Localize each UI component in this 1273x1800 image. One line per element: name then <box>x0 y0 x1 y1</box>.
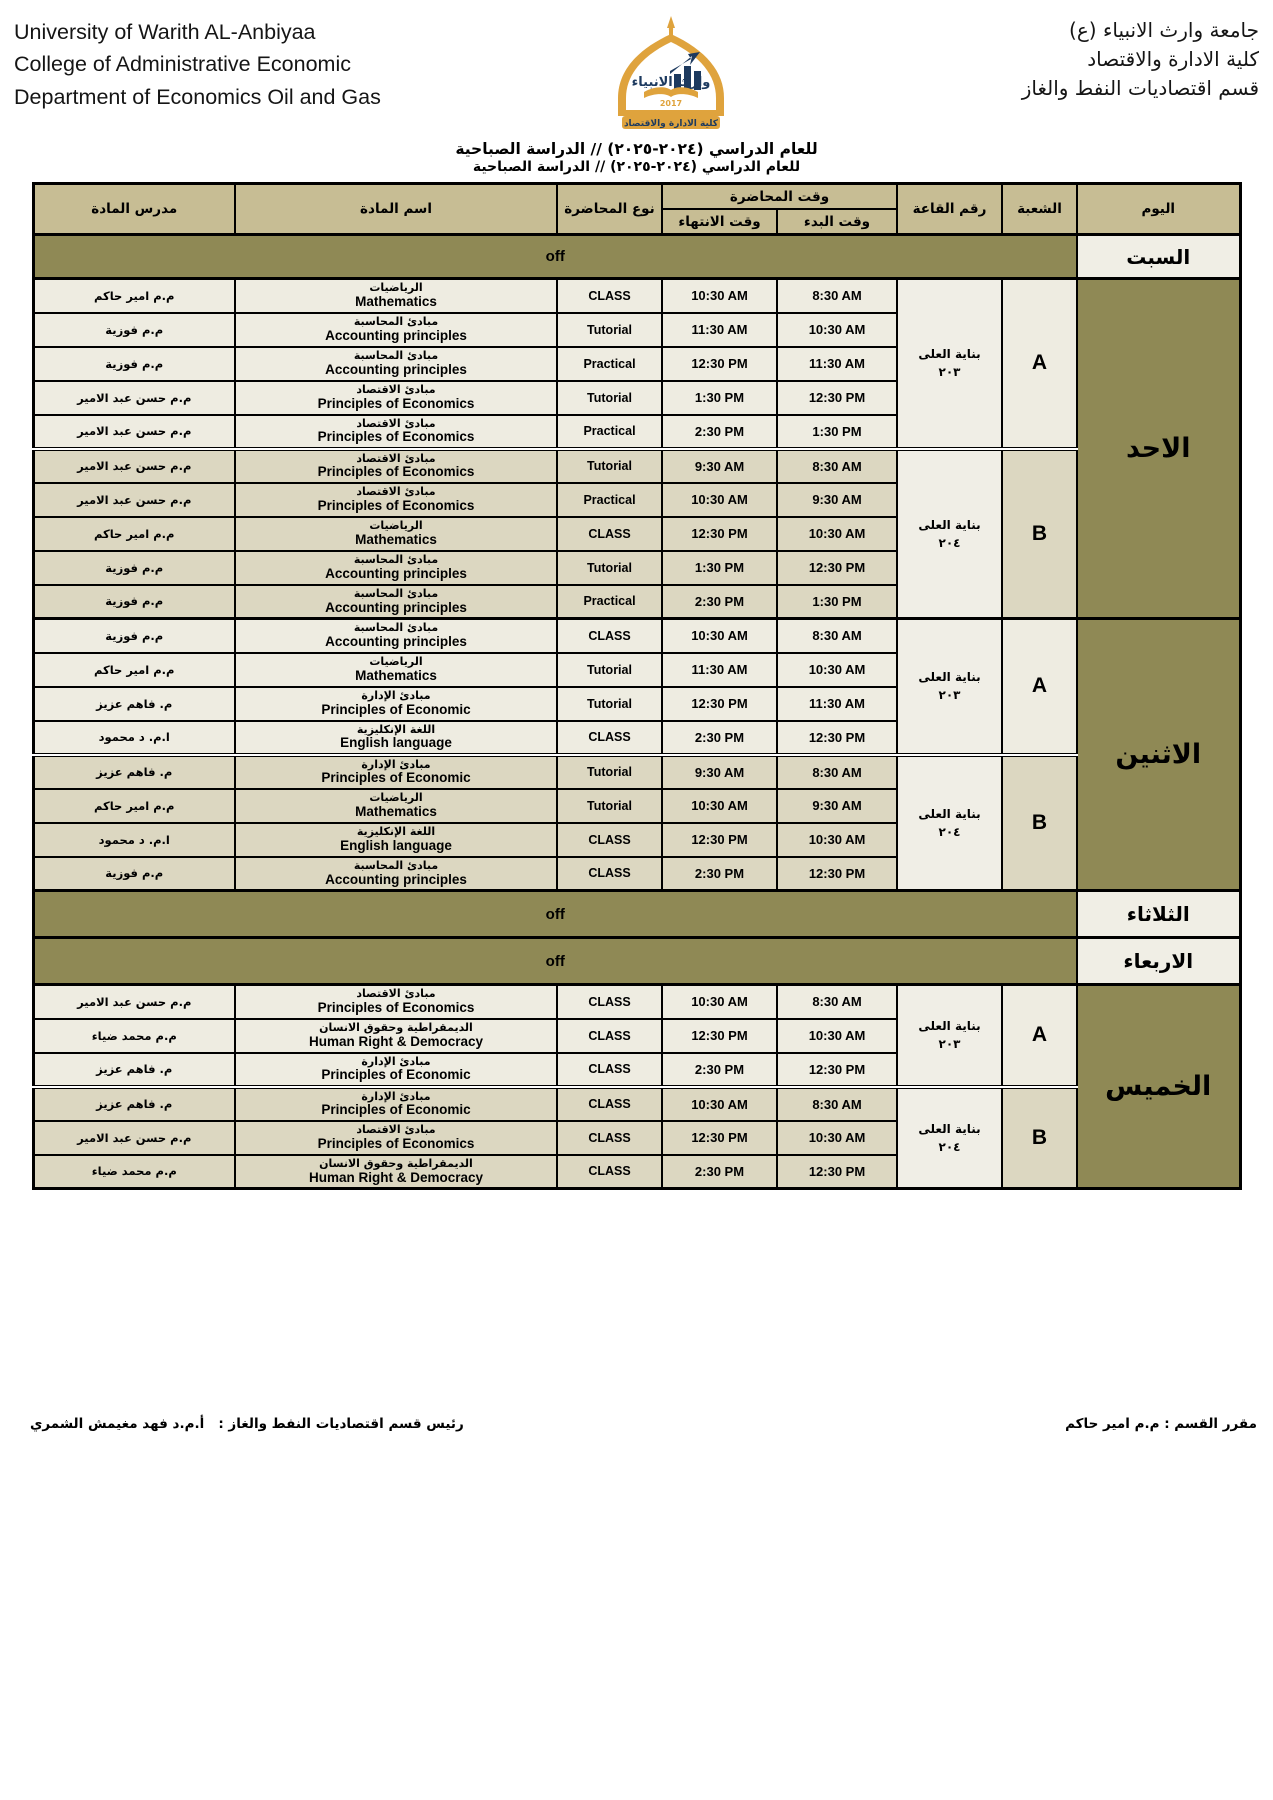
start-time-cell: 8:30 AM <box>777 279 897 313</box>
teacher-cell: م.م حسن عبد الامير <box>33 483 235 517</box>
teacher-cell: م. فاهم عزيز <box>33 1087 235 1121</box>
room-cell-thursday-a <box>897 985 1002 1087</box>
room-building: بناية العلى <box>918 517 981 532</box>
subject-cell <box>235 517 557 551</box>
room-cell-monday-b <box>897 755 1002 891</box>
end-time-cell: 9:30 AM <box>662 755 777 789</box>
type-cell: CLASS <box>557 517 662 551</box>
end-time-cell: 10:30 AM <box>662 985 777 1019</box>
subject-en: Principles of Economics <box>317 395 475 411</box>
room-building: بناية العلى <box>918 806 981 821</box>
day-row-wednesday <box>33 938 1240 985</box>
start-time-cell: 12:30 PM <box>777 1155 897 1189</box>
day-row-tuesday <box>33 891 1240 938</box>
start-time-cell: 9:30 AM <box>777 789 897 823</box>
section-cell-monday-b: B <box>1002 755 1077 891</box>
university-logo-emblem <box>596 16 746 132</box>
start-time-cell: 10:30 AM <box>777 1121 897 1155</box>
schedule-title-line1: للعام الدراسي (٢٠٢٤-٢٠٢٥) // الدراسة الصباحية <box>455 140 818 158</box>
end-time-cell: 12:30 PM <box>662 1019 777 1053</box>
teacher-cell: م.م محمد ضياء <box>33 1155 235 1189</box>
subject-en: Principles of Economic <box>321 701 471 717</box>
header-subject: اسم المادة <box>235 184 557 235</box>
type-cell: CLASS <box>557 619 662 653</box>
teacher-cell: م.م امير حاكم <box>33 279 235 313</box>
subject-ar: مبادئ الاقتصاد <box>356 416 436 430</box>
department-name-en: Department of Economics Oil and Gas <box>14 84 381 109</box>
teacher-cell: م.م فوزية <box>33 313 235 347</box>
end-time-cell: 9:30 AM <box>662 449 777 483</box>
subject-ar: مبادئ الاقتصاد <box>356 451 436 465</box>
day-cell-tuesday: الثلاثاء <box>1077 891 1240 938</box>
start-time-cell: 10:30 AM <box>777 1019 897 1053</box>
type-cell: CLASS <box>557 823 662 857</box>
teacher-cell: م.م حسن عبد الامير <box>33 985 235 1019</box>
room-number: ٢٠٤ <box>938 824 961 839</box>
subject-cell <box>235 279 557 313</box>
table-row <box>33 985 1240 1019</box>
type-cell: Tutorial <box>557 313 662 347</box>
section-cell-thursday-a: A <box>1002 985 1077 1087</box>
header-time-group: وقت المحاضرة <box>662 184 897 210</box>
subject-ar: الرياضيات <box>369 281 423 295</box>
type-cell: Tutorial <box>557 789 662 823</box>
subject-cell <box>235 347 557 381</box>
end-time-cell: 10:30 AM <box>662 279 777 313</box>
subject-en: Accounting principles <box>325 361 467 377</box>
subject-en: Mathematics <box>355 667 437 683</box>
subject-cell <box>235 857 557 891</box>
end-time-cell: 1:30 PM <box>662 381 777 415</box>
teacher-cell: م.م فوزية <box>33 551 235 585</box>
type-cell: Tutorial <box>557 653 662 687</box>
subject-cell <box>235 551 557 585</box>
start-time-cell: 8:30 AM <box>777 755 897 789</box>
room-number: ٢٠٣ <box>938 365 961 380</box>
table-row <box>33 1087 1240 1121</box>
room-building: بناية العلى <box>918 670 981 685</box>
start-time-cell: 11:30 AM <box>777 687 897 721</box>
table-row <box>33 279 1240 313</box>
type-cell: Practical <box>557 483 662 517</box>
subject-ar: الديمقراطية وحقوق الانسان <box>319 1156 473 1170</box>
college-name-ar: كلية الادارة والاقتصاد <box>1087 47 1259 71</box>
day-cell-thursday: الخميس <box>1077 985 1240 1189</box>
type-cell: Tutorial <box>557 381 662 415</box>
college-name-en: College of Administrative Economic <box>14 52 351 77</box>
type-cell: CLASS <box>557 279 662 313</box>
end-time-cell: 1:30 PM <box>662 551 777 585</box>
end-time-cell: 11:30 AM <box>662 653 777 687</box>
subject-en: Accounting principles <box>325 599 467 615</box>
end-time-cell: 10:30 AM <box>662 619 777 653</box>
subject-en: Accounting principles <box>325 565 467 581</box>
start-time-cell: 12:30 PM <box>777 381 897 415</box>
start-time-cell: 8:30 AM <box>777 1087 897 1121</box>
end-time-cell: 2:30 PM <box>662 1155 777 1189</box>
subject-ar: مبادئ الإدارة <box>361 757 431 771</box>
end-time-cell: 2:30 PM <box>662 857 777 891</box>
teacher-cell: م. فاهم عزيز <box>33 687 235 721</box>
subject-cell <box>235 653 557 687</box>
room-cell-sunday-b <box>897 449 1002 619</box>
teacher-cell: م.م فوزية <box>33 619 235 653</box>
type-cell: CLASS <box>557 1019 662 1053</box>
teacher-cell: ا.م. د محمود <box>33 823 235 857</box>
room-cell-sunday-a <box>897 279 1002 449</box>
type-cell: CLASS <box>557 721 662 755</box>
start-time-cell: 10:30 AM <box>777 823 897 857</box>
end-time-cell: 10:30 AM <box>662 1087 777 1121</box>
header-row-1 <box>33 184 1240 210</box>
subject-cell <box>235 721 557 755</box>
type-cell: Practical <box>557 347 662 381</box>
type-cell: Tutorial <box>557 449 662 483</box>
subject-en: Accounting principles <box>325 871 467 887</box>
subject-ar: الرياضيات <box>369 655 423 669</box>
subject-cell <box>235 449 557 483</box>
subject-cell <box>235 483 557 517</box>
room-building: بناية العلى <box>918 347 981 362</box>
type-cell: Tutorial <box>557 755 662 789</box>
start-time-cell: 1:30 PM <box>777 585 897 619</box>
signature-row <box>0 1416 1273 1432</box>
section-cell-sunday-a: A <box>1002 279 1077 449</box>
teacher-cell: م.م امير حاكم <box>33 517 235 551</box>
room-cell-thursday-b <box>897 1087 1002 1189</box>
off-cell-tuesday: off <box>33 891 1077 938</box>
section-cell-monday-a: A <box>1002 619 1077 755</box>
type-cell: Tutorial <box>557 687 662 721</box>
department-head-signature: رئيس قسم اقتصاديات النفط والغاز : أ.م.د فهد مغيمش الشمري <box>30 1416 464 1432</box>
end-time-cell: 11:30 AM <box>662 313 777 347</box>
subject-cell <box>235 755 557 789</box>
type-cell: CLASS <box>557 1053 662 1087</box>
room-cell-monday-a <box>897 619 1002 755</box>
subject-cell <box>235 1155 557 1189</box>
subject-en: Principles of Economics <box>317 429 475 445</box>
off-cell-wednesday: off <box>33 938 1077 985</box>
logo-year-text: 2017 <box>660 99 683 108</box>
end-time-cell: 2:30 PM <box>662 585 777 619</box>
start-time-cell: 12:30 PM <box>777 721 897 755</box>
header-start-time: وقت البدء <box>777 209 897 235</box>
subject-cell <box>235 789 557 823</box>
day-cell-saturday: السبت <box>1077 235 1240 279</box>
table-row <box>33 755 1240 789</box>
university-name-ar: جامعة وارث الانبياء (ع) <box>1069 18 1259 42</box>
subject-ar: مبادئ المحاسبة <box>353 586 439 600</box>
subject-ar: مبادئ الإدارة <box>361 1054 431 1068</box>
type-cell: CLASS <box>557 1121 662 1155</box>
end-time-cell: 2:30 PM <box>662 1053 777 1087</box>
subject-cell <box>235 415 557 449</box>
subject-ar: الديمقراطية وحقوق الانسان <box>319 1021 473 1035</box>
type-cell: Practical <box>557 415 662 449</box>
start-time-cell: 10:30 AM <box>777 653 897 687</box>
subject-en: Human Right & Democracy <box>308 1033 484 1049</box>
subject-ar: مبادئ المحاسبة <box>353 858 439 872</box>
subject-ar: مبادئ المحاسبة <box>353 621 439 635</box>
subject-en: English language <box>340 735 452 751</box>
subject-ar: اللغة الإنكليزية <box>356 825 436 839</box>
header-end-time: وقت الانتهاء <box>662 209 777 235</box>
subject-en: Accounting principles <box>325 634 467 650</box>
room-building: بناية العلى <box>918 1019 981 1034</box>
header-section: الشعبة <box>1002 184 1077 235</box>
subject-ar: مبادئ المحاسبة <box>353 553 439 567</box>
subject-en: English language <box>340 837 452 853</box>
timetable <box>32 182 1242 1190</box>
subject-cell <box>235 687 557 721</box>
teacher-cell: م.م حسن عبد الامير <box>33 415 235 449</box>
teacher-cell: م.م حسن عبد الامير <box>33 381 235 415</box>
subject-cell <box>235 1087 557 1121</box>
room-number: ٢٠٤ <box>938 535 961 550</box>
table-row <box>33 449 1240 483</box>
subject-cell <box>235 585 557 619</box>
teacher-cell: م. فاهم عزيز <box>33 1053 235 1087</box>
room-number: ٢٠٣ <box>938 1037 961 1052</box>
subject-en: Mathematics <box>355 294 437 310</box>
start-time-cell: 8:30 AM <box>777 985 897 1019</box>
subject-cell <box>235 619 557 653</box>
subject-ar: الرياضيات <box>369 519 423 533</box>
start-time-cell: 8:30 AM <box>777 449 897 483</box>
teacher-cell: م.م فوزية <box>33 347 235 381</box>
start-time-cell: 10:30 AM <box>777 313 897 347</box>
department-coordinator-signature: مقرر القسم : م.م امير حاكم <box>1065 1416 1257 1432</box>
teacher-cell: م.م فوزية <box>33 857 235 891</box>
type-cell: CLASS <box>557 1155 662 1189</box>
subject-ar: مبادئ الاقتصاد <box>356 987 436 1001</box>
subject-en: Human Right & Democracy <box>308 1169 484 1185</box>
teacher-cell: م. فاهم عزيز <box>33 755 235 789</box>
day-cell-wednesday: الاربعاء <box>1077 938 1240 985</box>
header-teacher: مدرس المادة <box>33 184 235 235</box>
institution-en-block <box>14 16 381 113</box>
start-time-cell: 12:30 PM <box>777 857 897 891</box>
department-name-ar: قسم اقتصاديات النفط والغاز <box>1021 76 1259 100</box>
subject-ar: مبادئ الإدارة <box>361 1089 431 1103</box>
subject-ar: الرياضيات <box>369 791 423 805</box>
day-cell-sunday: الاحد <box>1077 279 1240 619</box>
subject-cell <box>235 1121 557 1155</box>
subject-ar: مبادئ المحاسبة <box>353 349 439 363</box>
section-cell-thursday-b: B <box>1002 1087 1077 1189</box>
day-cell-monday: الاثنين <box>1077 619 1240 891</box>
subject-ar: مبادئ الإدارة <box>361 689 431 703</box>
subject-en: Principles of Economics <box>317 497 475 513</box>
start-time-cell: 12:30 PM <box>777 551 897 585</box>
subject-en: Principles of Economic <box>321 1102 471 1118</box>
type-cell: CLASS <box>557 857 662 891</box>
teacher-cell: ا.م. د محمود <box>33 721 235 755</box>
university-logo <box>586 16 756 132</box>
subject-en: Principles of Economics <box>317 1000 475 1016</box>
type-cell: Practical <box>557 585 662 619</box>
subject-en: Mathematics <box>355 803 437 819</box>
teacher-cell: م.م امير حاكم <box>33 789 235 823</box>
start-time-cell: 8:30 AM <box>777 619 897 653</box>
end-time-cell: 12:30 PM <box>662 687 777 721</box>
type-cell: Tutorial <box>557 551 662 585</box>
start-time-cell: 11:30 AM <box>777 347 897 381</box>
table-row <box>33 619 1240 653</box>
header-day: اليوم <box>1077 184 1240 235</box>
end-time-cell: 10:30 AM <box>662 483 777 517</box>
start-time-cell: 12:30 PM <box>777 1053 897 1087</box>
room-number: ٢٠٤ <box>938 1139 961 1154</box>
institution-ar-block <box>1022 16 1259 103</box>
subject-ar: مبادئ الاقتصاد <box>356 383 436 397</box>
end-time-cell: 12:30 PM <box>662 517 777 551</box>
room-building: بناية العلى <box>918 1121 981 1136</box>
logo-banner-text: كلية الادارة والاقتصاد <box>624 119 719 129</box>
subject-ar: مبادئ المحاسبة <box>353 315 439 329</box>
end-time-cell: 10:30 AM <box>662 789 777 823</box>
subject-cell <box>235 1053 557 1087</box>
subject-cell <box>235 823 557 857</box>
day-row-saturday <box>33 235 1240 279</box>
start-time-cell: 1:30 PM <box>777 415 897 449</box>
page-header <box>0 0 1273 132</box>
subject-en: Principles of Economics <box>317 1135 475 1151</box>
start-time-cell: 10:30 AM <box>777 517 897 551</box>
header-type: نوع المحاضرة <box>557 184 662 235</box>
subject-en: Principles of Economic <box>321 1067 471 1083</box>
end-time-cell: 2:30 PM <box>662 721 777 755</box>
subject-cell <box>235 1019 557 1053</box>
subject-ar: مبادئ الاقتصاد <box>356 485 436 499</box>
type-cell: CLASS <box>557 1087 662 1121</box>
subject-ar: اللغة الإنكليزية <box>356 722 436 736</box>
subject-cell <box>235 313 557 347</box>
end-time-cell: 2:30 PM <box>662 415 777 449</box>
logo-name-text: وارث الانبياء <box>631 75 711 90</box>
schedule-title <box>0 140 1273 175</box>
teacher-cell: م.م حسن عبد الامير <box>33 1121 235 1155</box>
end-time-cell: 12:30 PM <box>662 347 777 381</box>
subject-en: Mathematics <box>355 531 437 547</box>
start-time-cell: 9:30 AM <box>777 483 897 517</box>
subject-ar: مبادئ الاقتصاد <box>356 1123 436 1137</box>
subject-en: Principles of Economic <box>321 770 471 786</box>
subject-en: Principles of Economics <box>317 464 475 480</box>
subject-en: Accounting principles <box>325 327 467 343</box>
teacher-cell: م.م حسن عبد الامير <box>33 449 235 483</box>
section-cell-sunday-b: B <box>1002 449 1077 619</box>
teacher-cell: م.م امير حاكم <box>33 653 235 687</box>
schedule-title-line2: للعام الدراسي (٢٠٢٤-٢٠٢٥) // الدراسة الصباحية <box>472 159 801 175</box>
room-number: ٢٠٣ <box>938 688 961 703</box>
university-name-en: University of Warith AL-Anbiyaa <box>14 20 316 44</box>
type-cell: CLASS <box>557 985 662 1019</box>
end-time-cell: 12:30 PM <box>662 1121 777 1155</box>
off-cell-saturday: off <box>33 235 1077 279</box>
end-time-cell: 12:30 PM <box>662 823 777 857</box>
teacher-cell: م.م فوزية <box>33 585 235 619</box>
subject-cell <box>235 381 557 415</box>
header-room: رقم القاعة <box>897 184 1002 235</box>
subject-cell <box>235 985 557 1019</box>
teacher-cell: م.م محمد ضياء <box>33 1019 235 1053</box>
